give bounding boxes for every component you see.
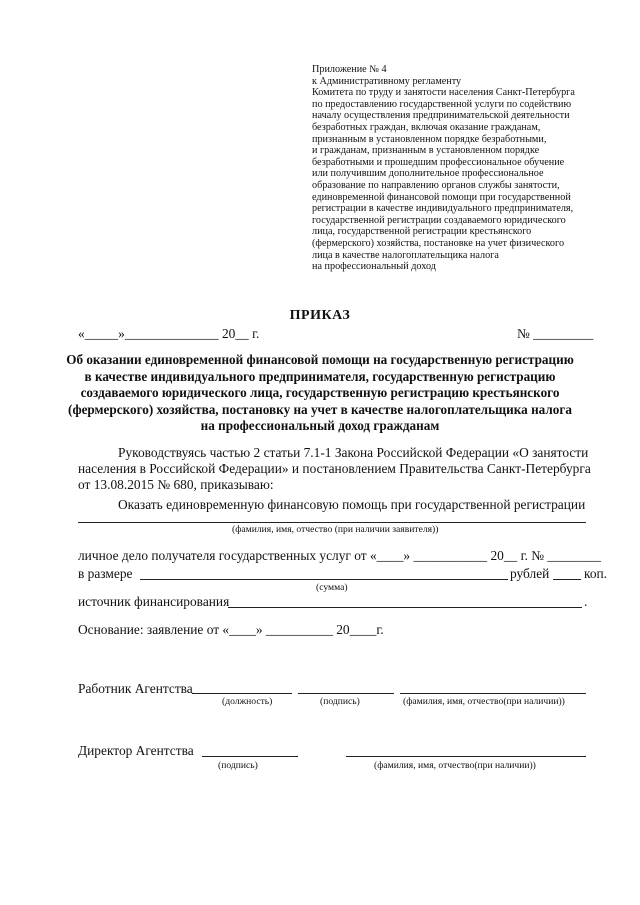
worker-position-field[interactable]: [192, 693, 292, 694]
annex-line: Приложение № 4: [312, 64, 387, 75]
annex-line: или получившим дополнительное профессиональное: [312, 168, 544, 180]
annex-line: лица в качестве налогоплательщика налога: [312, 249, 499, 261]
annex-block: [312, 64, 612, 273]
order-number-line: № _________: [517, 326, 594, 341]
applicant-name-field[interactable]: [78, 522, 586, 523]
order-subject: [40, 352, 600, 435]
source-field[interactable]: [228, 607, 582, 608]
annex-line: единовременной финансовой помощи при государственной: [312, 191, 571, 203]
annex-line: лица, государственной регистрации крестьянского: [312, 226, 532, 238]
amount-kop-label: коп.: [584, 566, 608, 581]
order-date-line: «_____»______________ 20__ г.: [78, 326, 260, 341]
annex-line: государственной регистрации создаваемого юридического: [312, 214, 566, 226]
worker-fio-field[interactable]: [400, 693, 586, 694]
annex-line: признанным в установленном порядке безработными,: [312, 133, 547, 145]
director-signature-hint: (подпись): [218, 760, 258, 771]
director-label: Директор Агентства: [78, 743, 194, 758]
annex-line: безработных граждан, включая оказание гражданам,: [312, 121, 541, 133]
applicant-name-hint: (фамилия, имя, отчество (при наличии заявителя)): [232, 524, 439, 535]
annex-line: и гражданам, признанным в установленном порядке: [312, 145, 540, 157]
basis-line-2: населения в Российской Федерации» и постановлением Правительства Санкт-Петербурга: [78, 461, 591, 476]
sum-hint: (сумма): [316, 582, 348, 593]
subject-line: в качестве индивидуального предпринимателя, государственную регистрацию: [84, 368, 556, 384]
subject-line: на профессиональный доход гражданам: [200, 418, 440, 434]
worker-signature-field[interactable]: [298, 693, 394, 694]
position-hint: (должность): [222, 696, 273, 707]
subject-line: создаваемого юридического лица, государственную регистрацию крестьянского: [80, 385, 560, 401]
signature-hint: (подпись): [320, 696, 360, 707]
grant-line: Оказать единовременную финансовую помощь при государственной регистрации: [118, 497, 586, 512]
source-label: источник финансирования: [78, 594, 230, 609]
annex-line: к Административному регламенту: [312, 75, 462, 87]
annex-line: образование по направлению органов службы занятости,: [312, 179, 560, 191]
annex-line: безработными и прошедшим профессиональное обучение: [312, 156, 565, 168]
subject-line: Об оказании единовременной финансовой помощи на государственную регистрацию: [66, 352, 574, 367]
page-title: ПРИКАЗ: [289, 308, 351, 323]
amount-kop-field[interactable]: [553, 579, 581, 580]
director-signature-field[interactable]: [202, 756, 298, 757]
annex-line: (фермерского) хозяйства, постановке на учет физического: [312, 237, 565, 249]
basis-line-3: от 13.08.2015 № 680, приказываю:: [78, 477, 274, 492]
annex-line: Комитета по труду и занятости населения Санкт-Петербурга: [312, 87, 575, 99]
worker-label: Работник Агентства: [78, 681, 193, 696]
director-fio-field[interactable]: [346, 756, 586, 757]
annex-line: регистрации в качестве индивидуального предпринимателя,: [312, 203, 574, 215]
annex-line: на профессиональный доход: [312, 261, 436, 273]
director-fio-hint: (фамилия, имя, отчество(при наличии)): [374, 760, 536, 771]
subject-line: (фермерского) хозяйства, постановку на учет в качестве налогоплательщика налога: [68, 401, 572, 417]
annex-line: по предоставлению государственной услуги по содействию: [312, 98, 572, 110]
personal-file-line: личное дело получателя государственных услуг от «____» ___________ 20__ г. № ________: [78, 548, 601, 563]
grounds-line: Основание: заявление от «____» __________ 20____г.: [78, 622, 384, 637]
source-end: .: [584, 594, 588, 609]
annex-line: началу осуществления предпринимательской деятельности: [312, 110, 570, 122]
amount-label: в размере: [78, 566, 133, 581]
amount-field[interactable]: [140, 579, 508, 580]
basis-line-1: Руководствуясь частью 2 статьи 7.1-1 Закона Российской Федерации «О занятости: [118, 445, 589, 460]
fio-hint: (фамилия, имя, отчество(при наличии)): [403, 696, 565, 707]
amount-rub-label: рублей: [510, 566, 550, 581]
